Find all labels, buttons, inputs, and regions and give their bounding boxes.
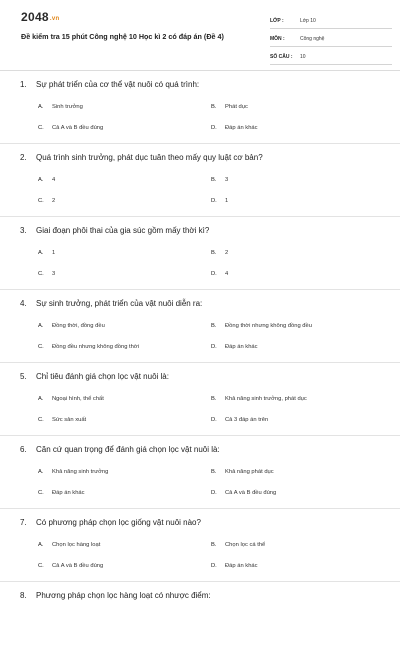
option-letter: C. (38, 563, 44, 569)
answer-option[interactable] (38, 542, 100, 548)
option-letter: B. (211, 177, 217, 183)
option-text: 2 (225, 250, 229, 256)
answer-option[interactable] (38, 104, 83, 110)
question-text (20, 445, 220, 454)
answer-option[interactable] (211, 469, 274, 475)
option-text: 3 (225, 177, 229, 183)
option-letter: A. (38, 542, 44, 548)
option-text: Cả 3 đáp án trên (225, 417, 269, 423)
option-letter: D. (211, 417, 217, 423)
answer-option[interactable] (38, 271, 55, 277)
question-text (20, 153, 263, 162)
question-stem: Sự sinh trưởng, phát triển của vật nuôi diễn ra: (36, 299, 203, 308)
question-item (0, 217, 400, 290)
option-text: Cả A và B đều đúng (52, 125, 104, 131)
meta-label: MÔN : (270, 36, 285, 42)
question-item (0, 363, 400, 436)
question-item (0, 71, 400, 144)
answer-option[interactable] (38, 177, 55, 183)
answer-option[interactable] (211, 250, 228, 256)
answer-option[interactable] (211, 104, 248, 110)
option-letter: D. (211, 563, 217, 569)
answer-option[interactable] (211, 271, 228, 277)
option-text: Ngoại hình, thể chất (52, 396, 104, 402)
option-letter: B. (211, 542, 217, 548)
question-number: 1. (20, 80, 27, 89)
question-text (20, 80, 199, 89)
option-letter: D. (211, 271, 217, 277)
answer-option[interactable] (38, 396, 104, 402)
option-letter: B. (211, 250, 217, 256)
question-stem: Có phương pháp chọn lọc giống vật nuôi nào? (36, 518, 201, 527)
option-text: Sinh trưởng (52, 104, 83, 110)
question-item (0, 290, 400, 363)
option-text: Cả A và B đều đúng (52, 563, 104, 569)
answer-option[interactable] (211, 344, 258, 350)
question-stem: Căn cứ quan trọng để đánh giá chọn lọc vật nuôi là: (36, 445, 220, 454)
option-text: 4 (225, 271, 229, 277)
option-letter: C. (38, 490, 44, 496)
option-text: Đáp án khác (225, 344, 258, 350)
option-text: Đáp án khác (225, 125, 258, 131)
meta-value: 10 (300, 54, 306, 60)
option-text: Đồng thời, đồng đều (52, 323, 105, 329)
question-item (0, 436, 400, 509)
meta-label: LỚP : (270, 18, 284, 24)
option-text: 1 (52, 250, 56, 256)
question-item (0, 144, 400, 217)
option-letter: C. (38, 125, 44, 131)
answer-option[interactable] (38, 417, 86, 423)
answer-option[interactable] (211, 490, 276, 496)
option-text: Đáp án khác (52, 490, 85, 496)
option-letter: D. (211, 198, 217, 204)
question-stem: Giai đoạn phôi thai của gia súc gồm mấy thời kì? (36, 226, 210, 235)
answer-option[interactable] (38, 323, 105, 329)
answer-option[interactable] (38, 198, 55, 204)
site-logo[interactable] (21, 10, 59, 24)
logo-suffix: .vn (49, 16, 60, 22)
option-letter: B. (211, 323, 217, 329)
answer-option[interactable] (211, 323, 312, 329)
option-letter: A. (38, 323, 44, 329)
answer-option[interactable] (211, 125, 258, 131)
answer-option[interactable] (211, 563, 258, 569)
answer-option[interactable] (38, 344, 139, 350)
answer-option[interactable] (211, 198, 228, 204)
answer-option[interactable] (38, 490, 85, 496)
question-number: 7. (20, 518, 27, 527)
option-text: Chọn lọc hàng loạt (52, 542, 101, 548)
answer-option[interactable] (38, 469, 108, 475)
option-text: Sức sản xuất (52, 417, 87, 423)
question-item (0, 509, 400, 582)
option-text: Phát dục (225, 104, 248, 110)
option-text: 4 (52, 177, 56, 183)
answer-option[interactable] (38, 125, 103, 131)
question-text (20, 518, 201, 527)
question-number: 6. (20, 445, 27, 454)
option-text: Đồng đều nhưng không đồng thời (52, 344, 139, 350)
question-text (20, 299, 202, 308)
option-letter: B. (211, 469, 217, 475)
option-letter: A. (38, 396, 44, 402)
option-letter: A. (38, 469, 44, 475)
option-text: 2 (52, 198, 56, 204)
option-letter: B. (211, 104, 217, 110)
option-letter: C. (38, 344, 44, 350)
document-title: Đề kiểm tra 15 phút Công nghệ 10 Học kì 2 có đáp án (Đề 4) (21, 32, 224, 41)
option-text: 1 (225, 198, 229, 204)
option-text: Đáp án khác (225, 563, 258, 569)
question-text (20, 372, 169, 381)
option-text: Khả năng sinh trưởng, phát dục (225, 396, 307, 402)
answer-option[interactable] (38, 250, 55, 256)
header (14, 0, 386, 66)
question-stem: Chỉ tiêu đánh giá chọn lọc vật nuôi là: (36, 372, 169, 381)
answer-option[interactable] (38, 563, 103, 569)
question-number: 4. (20, 299, 27, 308)
meta-value: Công nghệ (300, 36, 325, 42)
question-number: 8. (20, 591, 27, 600)
meta-row-class (270, 14, 392, 29)
answer-option[interactable] (211, 396, 307, 402)
question-item (0, 582, 400, 655)
meta-panel (270, 14, 392, 68)
option-letter: D. (211, 344, 217, 350)
option-letter: C. (38, 271, 44, 277)
answer-option[interactable] (211, 417, 268, 423)
option-text: Khả năng sinh trưởng (52, 469, 109, 475)
question-stem: Quá trình sinh trưởng, phát dục tuân theo mấy quy luật cơ bản? (36, 153, 263, 162)
option-letter: C. (38, 417, 44, 423)
option-text: Khả năng phát dục (225, 469, 274, 475)
question-stem: Phương pháp chọn lọc hàng loạt có nhược điểm: (36, 591, 211, 600)
meta-label: SỐ CÂU : (270, 54, 293, 60)
option-letter: D. (211, 490, 217, 496)
meta-row-count (270, 50, 392, 65)
question-text (20, 591, 211, 600)
question-number: 5. (20, 372, 27, 381)
option-letter: B. (211, 396, 217, 402)
meta-value: Lớp 10 (300, 18, 316, 24)
question-stem: Sự phát triển của cơ thể vật nuôi có quá trình: (36, 80, 200, 89)
option-letter: D. (211, 125, 217, 131)
option-text: Cả A và B đều đúng (225, 490, 277, 496)
option-letter: C. (38, 198, 44, 204)
option-letter: A. (38, 104, 44, 110)
meta-row-subject (270, 32, 392, 47)
answer-option[interactable] (211, 177, 228, 183)
question-text (20, 226, 209, 235)
option-letter: A. (38, 250, 44, 256)
question-number: 2. (20, 153, 27, 162)
option-text: 3 (52, 271, 56, 277)
question-number: 3. (20, 226, 27, 235)
option-letter: A. (38, 177, 44, 183)
option-text: Đồng thời nhưng không đồng đều (225, 323, 312, 329)
logo-number: 2048 (21, 10, 49, 24)
answer-option[interactable] (211, 542, 265, 548)
option-text: Chọn lọc cá thể (225, 542, 266, 548)
